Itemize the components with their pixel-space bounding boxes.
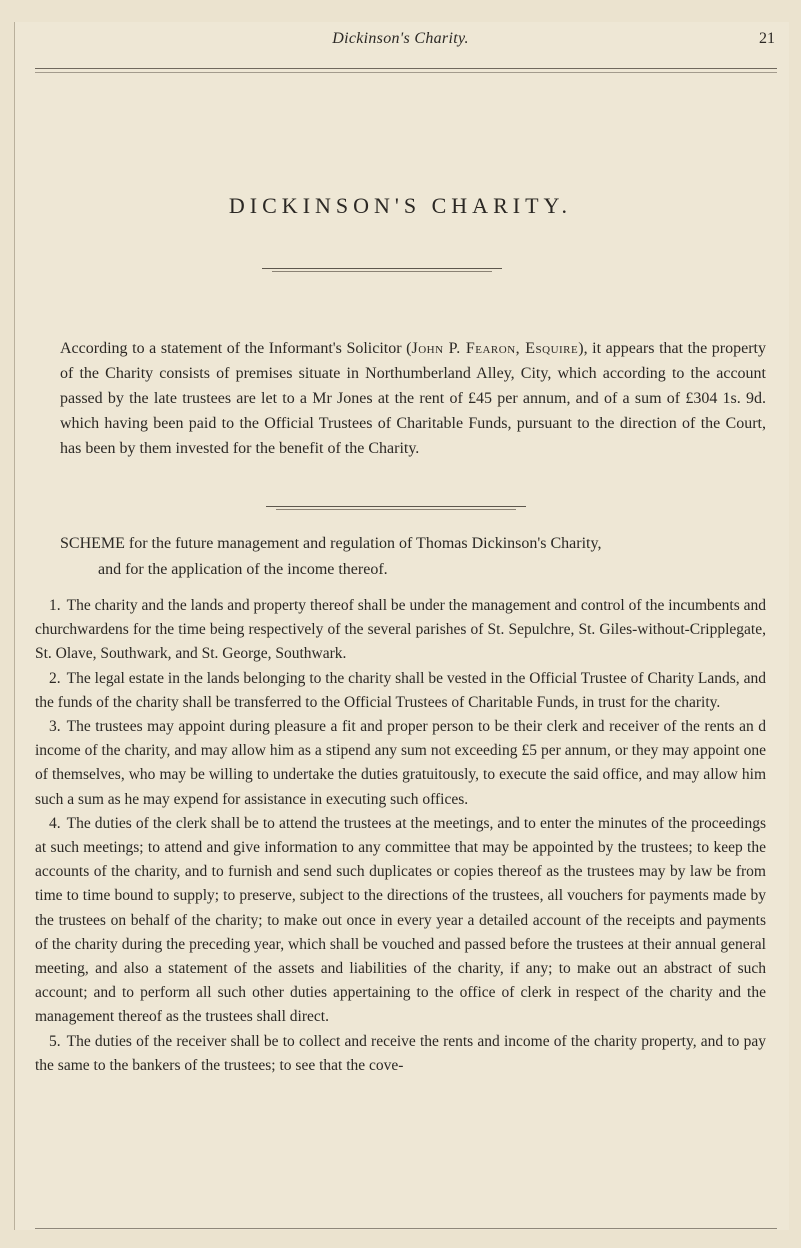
clause-number: 5.: [49, 1032, 61, 1050]
intro-paragraph: [60, 336, 766, 461]
clause-text: The charity and the lands and property thereof shall be under the management and control of the incumbents and churchwardens for the time being respectively of the several parishes of St. Sepulchre, St. Giles-without-Cripplegate, St. Olave, Southwark, and St. George, Southwark.: [35, 597, 766, 663]
clause-text: The trustees may appoint during pleasure a fit and proper person to be their clerk and receiver of the rents an d income of the charity, and may allow him as a stipend any sum not exceeding £5 per annum, or they may appoint one of themselves, who may be willing to undertake the duties gratuitously, to execute the said office, and may allow him such a sum as he may expend for assistance in executing such offices.: [35, 718, 766, 808]
page-title: DICKINSON'S CHARITY.: [228, 193, 573, 218]
clause-item: [35, 594, 766, 667]
scheme-heading: [60, 531, 766, 583]
section-ornament-rule: [266, 506, 526, 510]
clause-item: [35, 715, 766, 812]
intro-text-after: ), it appears that the property of the Charity consists of premises situate in Northumberland Alley, City, which according to the account passed by the late trustees are let to a Mr Jones at the rent of £45 per annum, and of a sum of £304 1s. 9d. which having been paid to the Official Trustees of Charitable Funds, pursuant to the direction of the Court, has been by them invested for the benefit of the Charity.: [60, 340, 766, 457]
header-rule-secondary: [35, 72, 777, 73]
clause-item: [35, 812, 766, 1030]
header-rule: [35, 68, 777, 69]
clause-list: [35, 594, 766, 1078]
clause-item: [35, 667, 766, 715]
page-number: 21: [759, 30, 775, 47]
clause-text: The legal estate in the lands belonging to the charity shall be vested in the Official Trustee of Charity Lands, and the funds of the charity shall be transferred to the Official Trustees of Charitable Funds, in trust for the charity.: [35, 669, 766, 711]
clause-text: The duties of the clerk shall be to attend the trustees at the meetings, and to enter the minutes of the proceedings at such meetings; to attend and give information to any committee that may be appointed by the trustees; to keep the accounts of the charity, and to furnish and send such duplicates or copies thereof as the trustees may by law be from time to time bound to supply; to preserve, subject to the directions of the trustees, all vouchers for payments made by the trustees on behalf of the charity; to make out once in every year a detailed account of the receipts and payments of the charity during the preceding year, which shall be vouched and passed before the trustees at their annual general meeting, and also a statement of the assets and liabilities of the charity, if any; to make out an abstract of such account; and to perform all such other duties appertaining to the office of clerk in respect of the charity and the management thereof as the trustees shall direct.: [35, 814, 766, 1026]
clause-number: 2.: [49, 669, 61, 687]
solicitor-name: John P. Fearon, Esquire: [411, 340, 579, 357]
running-title: Dickinson's Charity.: [332, 30, 469, 47]
clause-number: 4.: [49, 814, 61, 832]
footer-rule: [35, 1228, 777, 1229]
running-header: [0, 30, 801, 58]
intro-text-before: According to a statement of the Informant's Solicitor (: [60, 340, 412, 357]
clause-text: The duties of the receiver shall be to collect and receive the rents and income of the charity property, and to pay the same to the bankers of the trustees; to see that the cove-: [35, 1032, 766, 1074]
clause-item: [35, 1030, 766, 1078]
title-ornament-rule: [262, 268, 502, 272]
clause-number: 1.: [49, 597, 61, 614]
scheme-line-1: SCHEME for the future management and regulation of Thomas Dickinson's Charity,: [60, 535, 602, 552]
scheme-line-2: and for the application of the income thereof.: [98, 561, 388, 578]
clause-number: 3.: [49, 718, 61, 736]
